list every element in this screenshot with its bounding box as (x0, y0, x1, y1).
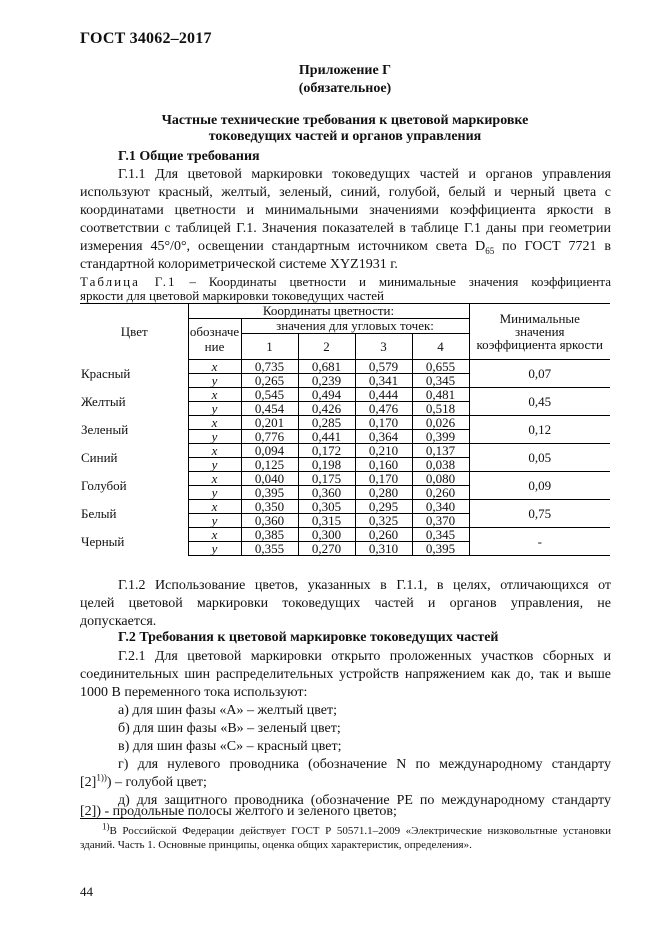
cell-y-value: 0,239 (298, 374, 355, 388)
cell-min-luminance: 0,07 (469, 360, 610, 388)
cell-y-value: 0,399 (412, 430, 469, 444)
cell-y-value: 0,280 (355, 486, 412, 500)
cell-x-value: 0,350 (241, 500, 298, 514)
section-g2-title: Г.2 Требования к цветовой маркировке токоведущих частей (118, 630, 499, 645)
g11-line-5a: измерения 45°/0°, освещении стандартным источником света D (80, 239, 486, 254)
cell-y-value: 0,426 (298, 402, 355, 416)
g11-line-2: используют красный, желтый, зеленый, синий, голубой, белый и черный цвета с (80, 185, 611, 200)
cell-coord-y: y (188, 458, 241, 472)
cell-x-value: 0,040 (241, 472, 298, 486)
header-color: Цвет (80, 304, 188, 360)
header-designation: обозначе ние (188, 319, 241, 360)
cell-y-value: 0,395 (412, 542, 469, 556)
cell-x-value: 0,345 (412, 528, 469, 542)
header-point-1: 1 (241, 334, 298, 360)
footnote-ref: 1)) (96, 772, 107, 783)
cell-x-value: 0,579 (355, 360, 412, 374)
cell-x-value: 0,385 (241, 528, 298, 542)
cell-x-value: 0,175 (298, 472, 355, 486)
cell-color-name: Синий (80, 444, 188, 472)
section-g1-title: Г.1 Общие требования (118, 149, 260, 164)
cell-color-name: Голубой (80, 472, 188, 500)
table-caption-line-1 (80, 275, 611, 289)
g21-line-3: 1000 В переменного тока используют: (80, 685, 308, 700)
cell-x-value: 0,481 (412, 388, 469, 402)
cell-color-name: Черный (80, 528, 188, 556)
cell-min-luminance: - (469, 528, 610, 556)
table-row (80, 416, 610, 430)
cell-color-name: Красный (80, 360, 188, 388)
g11-line-4: соответствии с таблицей Г.1. Значения показателей в таблице Г.1 даны при геометрии (80, 221, 611, 236)
cell-coord-x: x (188, 472, 241, 486)
cell-y-value: 0,325 (355, 514, 412, 528)
color-coordinates-table (80, 303, 610, 556)
list-item-g-line-1: г) для нулевого проводника (обозначение N по международному стандарту (118, 757, 611, 772)
table-caption-line-2: яркости для цветовой маркировки токоведущих частей (80, 288, 384, 303)
cell-y-value: 0,360 (241, 514, 298, 528)
cell-min-luminance: 0,12 (469, 416, 610, 444)
table-row (80, 528, 610, 542)
cell-x-value: 0,285 (298, 416, 355, 430)
list-item-d-line-2: [2]) - продольные полосы желтого и зеленого цветов; (80, 804, 397, 819)
cell-min-luminance: 0,09 (469, 472, 610, 500)
cell-coord-x: x (188, 388, 241, 402)
cell-y-value: 0,125 (241, 458, 298, 472)
g11-line-5 (80, 238, 611, 256)
table-header-row-1 (80, 304, 610, 319)
cell-x-value: 0,300 (298, 528, 355, 542)
cell-y-value: 0,038 (412, 458, 469, 472)
footnote-divider (80, 818, 210, 819)
cell-x-value: 0,094 (241, 444, 298, 458)
cell-color-name: Желтый (80, 388, 188, 416)
cell-x-value: 0,137 (412, 444, 469, 458)
cell-x-value: 0,305 (298, 500, 355, 514)
cell-y-value: 0,198 (298, 458, 355, 472)
cell-x-value: 0,210 (355, 444, 412, 458)
annex-heading-line-1: Частные технические требования к цветовой маркировке (161, 113, 529, 128)
table-row (80, 360, 610, 374)
cell-y-value: 0,345 (412, 374, 469, 388)
cell-y-value: 0,454 (241, 402, 298, 416)
cell-x-value: 0,260 (355, 528, 412, 542)
table-caption (80, 275, 611, 303)
annex-title: Приложение Г (298, 63, 392, 78)
cell-y-value: 0,341 (355, 374, 412, 388)
list-item-c: в) для шин фазы «С» – красный цвет; (118, 739, 342, 754)
cell-y-value: 0,476 (355, 402, 412, 416)
header-corner-values: значения для угловых точек: (241, 319, 469, 334)
cell-min-luminance: 0,45 (469, 388, 610, 416)
header-point-3: 3 (355, 334, 412, 360)
g11-line-5b: по ГОСТ 7721 в (494, 239, 611, 254)
cell-x-value: 0,172 (298, 444, 355, 458)
g12-line-1: Г.1.2 Использование цветов, указанных в Г.1.1, в целях, отличающихся от (118, 578, 611, 593)
cell-coord-y: y (188, 486, 241, 500)
cell-coord-x: x (188, 416, 241, 430)
g11-line-1: Г.1.1 Для цветовой маркировки токоведущих частей и органов управления (118, 167, 611, 182)
cell-x-value: 0,340 (412, 500, 469, 514)
cell-y-value: 0,364 (355, 430, 412, 444)
cell-x-value: 0,655 (412, 360, 469, 374)
cell-coord-x: x (188, 360, 241, 374)
footnote-mark: 1) (102, 821, 110, 832)
table-row (80, 500, 610, 514)
table-caption-text-1: – Координаты цветности и минимальные значения коэффициента (176, 274, 611, 289)
cell-coord-y: y (188, 430, 241, 444)
footnote (80, 821, 611, 852)
list-item-a: а) для шин фазы «А» – желтый цвет; (118, 703, 337, 718)
annex-status: (обязательное) (298, 81, 392, 96)
cell-y-value: 0,160 (355, 458, 412, 472)
table-row (80, 388, 610, 402)
cell-x-value: 0,494 (298, 388, 355, 402)
g21-line-1: Г.2.1 Для цветовой маркировки открыто проложенных участков сборных и (118, 649, 611, 664)
cell-min-luminance: 0,05 (469, 444, 610, 472)
ref-2: [2] (80, 775, 97, 790)
annex-heading (80, 113, 610, 145)
illuminant-subscript: 65 (485, 245, 495, 256)
cell-min-luminance: 0,75 (469, 500, 610, 528)
cell-y-value: 0,518 (412, 402, 469, 416)
header-min-luminance: Минимальные значения коэффициента яркости (469, 304, 610, 360)
header-point-4: 4 (412, 334, 469, 360)
standard-code: ГОСТ 34062–2017 (80, 30, 212, 47)
cell-y-value: 0,310 (355, 542, 412, 556)
cell-x-value: 0,201 (241, 416, 298, 430)
cell-y-value: 0,270 (298, 542, 355, 556)
cell-y-value: 0,315 (298, 514, 355, 528)
cell-coord-x: x (188, 528, 241, 542)
cell-color-name: Зеленый (80, 416, 188, 444)
cell-coord-y: y (188, 514, 241, 528)
g11-line-6: стандартной колориметрической системе XYZ1931 г. (80, 257, 398, 272)
page-number: 44 (80, 884, 93, 899)
cell-x-value: 0,170 (355, 472, 412, 486)
list-item-g-line-2 (80, 774, 207, 792)
cell-coord-y: y (188, 542, 241, 556)
list-item-g-tail: ) – голубой цвет; (106, 775, 207, 790)
cell-x-value: 0,444 (355, 388, 412, 402)
cell-coord-x: x (188, 444, 241, 458)
g12-line-3: допускается. (80, 614, 157, 629)
table-caption-label: Таблица Г.1 (80, 274, 177, 289)
cell-x-value: 0,080 (412, 472, 469, 486)
cell-y-value: 0,370 (412, 514, 469, 528)
g12-line-2: целей цветовой маркировки токоведущих частей и органов управления, не (80, 596, 611, 611)
table-row (80, 444, 610, 458)
cell-y-value: 0,265 (241, 374, 298, 388)
header-coordinates: Координаты цветности: (188, 304, 469, 319)
cell-coord-x: x (188, 500, 241, 514)
list-item-b: б) для шин фазы «В» – зеленый цвет; (118, 721, 341, 736)
list-item-d-line-1: д) для защитного проводника (обозначение PE по международному стандарту (118, 793, 611, 808)
cell-x-value: 0,735 (241, 360, 298, 374)
cell-y-value: 0,441 (298, 430, 355, 444)
cell-y-value: 0,260 (412, 486, 469, 500)
g11-line-3: координатами цветности и минимальными значениями коэффициента яркости в (80, 203, 611, 218)
cell-coord-y: y (188, 374, 241, 388)
cell-x-value: 0,295 (355, 500, 412, 514)
cell-y-value: 0,776 (241, 430, 298, 444)
footnote-text: В Российской Федерации действует ГОСТ Р 50571.1–2009 «Электрические низковольтные установки зданий. Часть 1. Основные принципы, оценка общих характеристик, определения». (80, 825, 611, 851)
cell-y-value: 0,395 (241, 486, 298, 500)
cell-x-value: 0,170 (355, 416, 412, 430)
header-point-2: 2 (298, 334, 355, 360)
cell-color-name: Белый (80, 500, 188, 528)
cell-x-value: 0,545 (241, 388, 298, 402)
cell-y-value: 0,355 (241, 542, 298, 556)
cell-x-value: 0,026 (412, 416, 469, 430)
cell-coord-y: y (188, 402, 241, 416)
g21-line-2: соединительных шин распределительных устройств напряжением как до, так и выше (80, 667, 611, 682)
annex-heading-line-2: токоведущих частей и органов управления (208, 129, 482, 144)
cell-x-value: 0,681 (298, 360, 355, 374)
cell-y-value: 0,360 (298, 486, 355, 500)
table-row (80, 472, 610, 486)
